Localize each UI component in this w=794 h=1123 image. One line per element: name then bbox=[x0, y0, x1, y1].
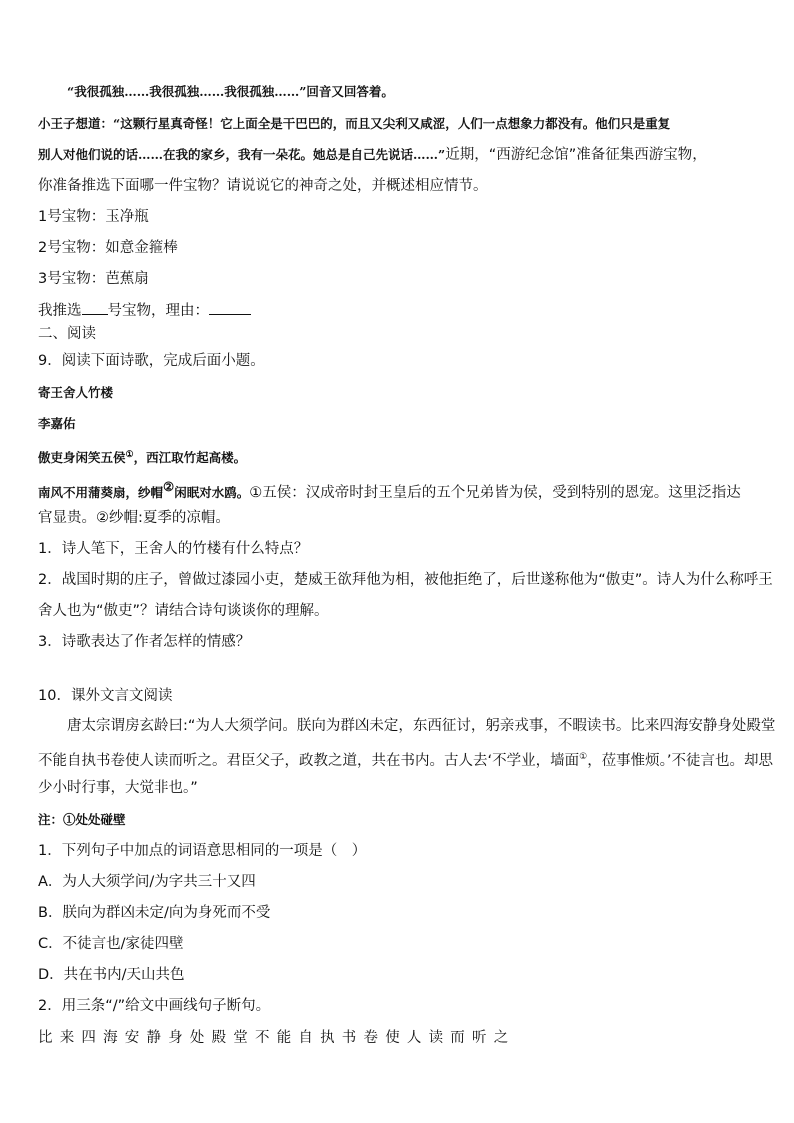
choice-b: B．朕向为群凶未定/向为身死而不受 bbox=[38, 905, 271, 921]
answer-line: 我推选 号宝物，理由： bbox=[38, 300, 251, 321]
sub-question-3: 3．诗歌表达了作者怎样的情感？ bbox=[38, 634, 251, 650]
poem-line: 南风不用蒲葵扇，纱帽②闲眠对水鸥。①五侯：汉成帝时封王皇后的五个兄弟皆为侯，受到特别的恩宠。这里泛指达 bbox=[38, 479, 741, 501]
passage-line: 少小时行事，大觉非也。” bbox=[38, 780, 198, 796]
footnote-mark: ② bbox=[163, 479, 175, 494]
text-line: 小王子想道：“这颗行星真奇怪！它上面全是干巴巴的，而且又尖利又咸涩，人们一点想象力都没有。他们只是重复 bbox=[38, 116, 671, 131]
sentence-to-punctuate: 比来四海安静身处殿堂不能自执书卷使人读而听之 bbox=[38, 1030, 516, 1046]
choice-d: D．共在书内/天山共色 bbox=[38, 967, 185, 983]
sub-question-2: 2．用三条“/”给文中画线句子断句。 bbox=[38, 998, 271, 1014]
footnote-mark: ① bbox=[579, 752, 588, 762]
question-9-heading: 9．阅读下面诗歌，完成后面小题。 bbox=[38, 353, 265, 369]
text-segment: 别人对他们说的话……在我的家乡，我有一朵花。她总是自己先说话……” bbox=[38, 147, 446, 162]
poem-author: 李嘉佑 bbox=[38, 416, 76, 431]
choice-a: A．为人大须学问/为字共三十又四 bbox=[38, 874, 256, 890]
option-1: 1号宝物：玉净瓶 bbox=[38, 209, 149, 225]
text-line bbox=[38, 145, 707, 165]
reason-blank[interactable] bbox=[209, 300, 251, 315]
sub-question-1: 1．诗人笔下，王舍人的竹楼有什么特点？ bbox=[38, 541, 309, 557]
poem-line: 傲吏身闲笑五侯①，西江取竹起高楼。 bbox=[38, 450, 247, 466]
option-3: 3号宝物：芭蕉扇 bbox=[38, 271, 149, 287]
section-heading: 二、阅读 bbox=[38, 326, 96, 342]
option-2: 2号宝物：如意金箍棒 bbox=[38, 240, 178, 256]
footnote: 注：①处处碰壁 bbox=[38, 812, 126, 827]
sub-question-2: 2．战国时期的庄子，曾做过漆园小吏，楚威王欲拜他为相，被他拒绝了，后世遂称他为“傲吏”。诗人为什么称呼王 bbox=[38, 572, 773, 588]
text-segment: 近期，“西游纪念馆”准备征集西游宝物， bbox=[445, 147, 707, 163]
text-line: 你准备推选下面哪一件宝物？请说说它的神奇之处，并概述相应情节。 bbox=[38, 178, 488, 194]
text-line: 舍人也为“傲吏”？请结合诗句谈谈你的理解。 bbox=[38, 603, 329, 619]
passage-line: 不能自执书卷使人读而听之。君臣父子，政教之道，共在书内。古人去‘不学业，墙面①，莅事惟烦。’不徒言也。却思 bbox=[38, 752, 774, 769]
footnote-mark: ① bbox=[125, 450, 134, 460]
quote-line: “我很孤独……我很孤独……我很孤独……”回音又回答着。 bbox=[67, 84, 394, 99]
answer-blank[interactable] bbox=[82, 300, 108, 315]
passage-line: 唐太宗谓房玄龄曰:“为人大须学问。朕向为群凶未定，东西征讨，躬亲戎事，不暇读书。比来四海安静身处殿堂 bbox=[67, 718, 776, 734]
question-10-heading: 10．课外文言文阅读 bbox=[38, 688, 173, 704]
poem-title: 寄王舍人竹楼 bbox=[38, 385, 114, 400]
sub-question-1: 1．下列句子中加点的词语意思相同的一项是（ ） bbox=[38, 843, 367, 859]
text-line: 官显贵。②纱帽:夏季的凉帽。 bbox=[38, 510, 230, 526]
choice-c: C．不徒言也/家徒四壁 bbox=[38, 936, 184, 952]
